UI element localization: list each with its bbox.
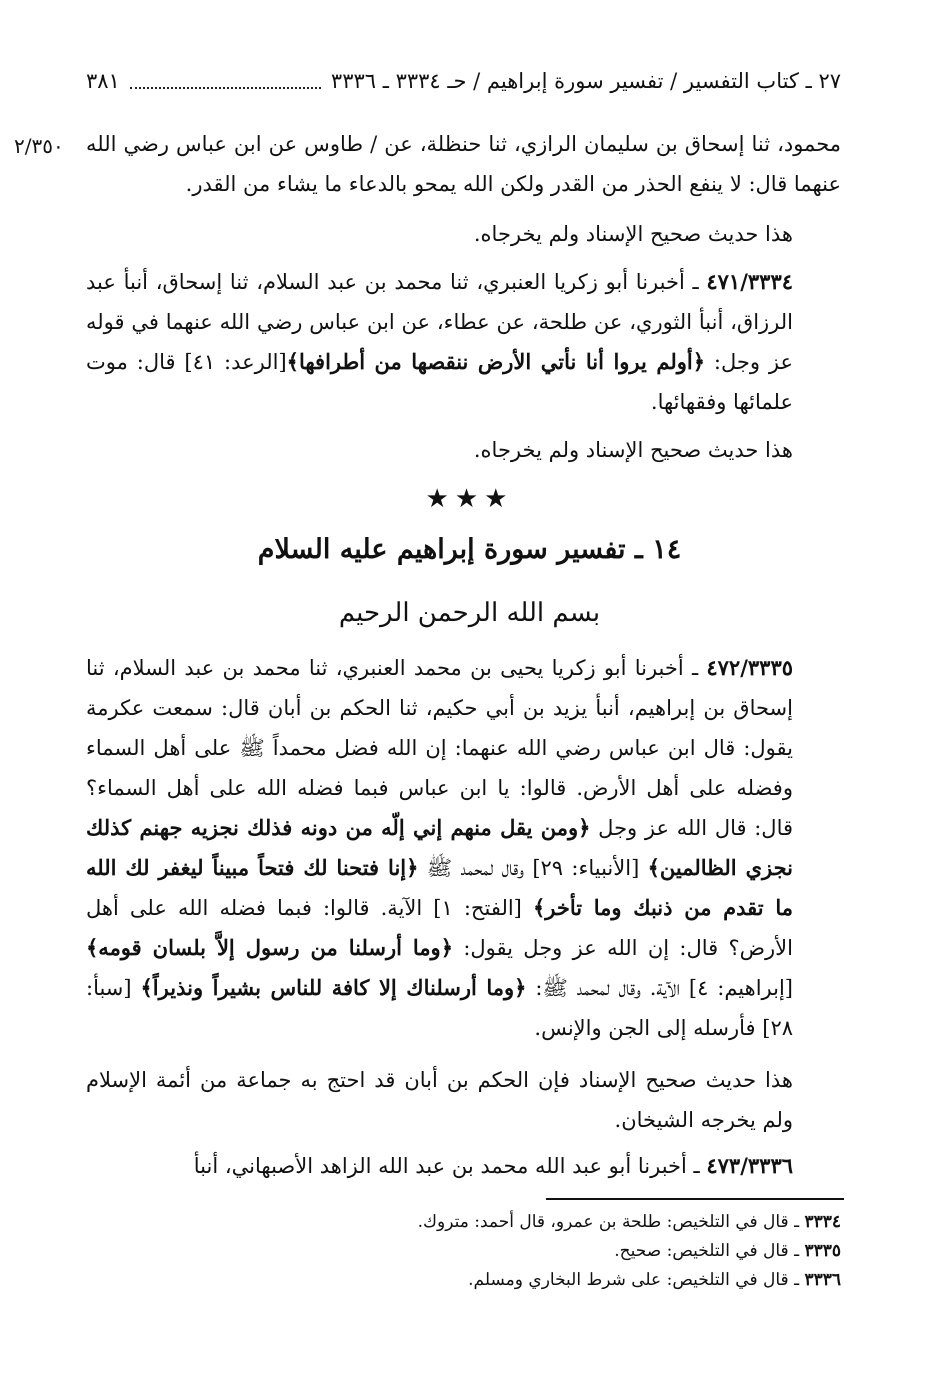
section-heading: ١٤ ـ تفسير سورة إبراهيم عليه السلام	[257, 534, 682, 565]
margin-reference: ٢/٣٥٠	[14, 134, 64, 158]
hadith-3334	[86, 262, 841, 422]
footnote-number: ٣٣٣٤	[804, 1212, 841, 1232]
footnote-text: ـ قال في التلخيص: صحيح.	[614, 1241, 805, 1261]
footnote-text: ـ قال في التلخيص: على شرط البخاري ومسلم.	[468, 1270, 805, 1290]
hadith-3335-verse-2: ﴿إنا فتحنا لك فتحاً مبيناً ليغفر لك الله ما تقدم من ذنبك وما تأخر﴾	[86, 855, 793, 920]
header-dot-leader	[130, 73, 321, 89]
footnote	[86, 1208, 841, 1237]
footnote-number: ٣٣٣٦	[804, 1270, 841, 1290]
verdict-2	[86, 430, 841, 470]
hadith-3334-verse: ﴿أولم يروا أنا نأتي الأرض ننقصها من أطرافها﴾	[286, 349, 706, 374]
hadith-3335-verse-1: ﴿ومن يقل منهم إني إلّه من دونه فذلك نجزيه جهنم كذلك نجزي الظالمين﴾	[86, 815, 793, 880]
hadith-3336-number: ٤٧٣/٣٣٣٦	[706, 1153, 793, 1178]
hadith-3335-text-2: [الأنبياء: ٢٩] وقال لمحمد ﷺ	[418, 856, 648, 880]
basmala: بسم الله الرحمن الرحيم	[338, 598, 601, 628]
star-separator: ★★★	[425, 484, 514, 514]
page-number: ٣٨١	[86, 69, 120, 93]
hadith-3334-number: ٤٧١/٣٣٣٤	[706, 269, 793, 294]
hadith-3335-verse-3: ﴿وما أرسلنا من رسول إلاَّ بلسان قومه﴾	[86, 935, 454, 960]
footnote-text: ـ قال في التلخيص: طلحة بن عمرو، قال أحمد: متروك.	[417, 1212, 805, 1232]
hadith-3335	[86, 648, 841, 1048]
hadith-3335-text-3: [الفتح: ١] الآية. قالوا: فبما فضله الله على أهل الأرض؟ قال: إن الله عز وجل يقول:	[86, 896, 793, 960]
paragraph-continuation	[86, 124, 841, 204]
footnote-rule	[546, 1198, 844, 1200]
running-header	[86, 64, 841, 98]
footnote	[86, 1237, 841, 1266]
footnotes	[86, 1208, 841, 1295]
verdict-3	[86, 1060, 841, 1140]
verdict-1-text: هذا حديث صحيح الإسناد ولم يخرجاه.	[473, 222, 793, 246]
hadith-3336	[86, 1146, 841, 1186]
hadith-3335-number: ٤٧٢/٣٣٣٥	[706, 655, 793, 680]
hadith-3336-text: ـ أخبرنا أبو عبد الله محمد بن عبد الله الزاهد الأصبهاني، أنبأ	[193, 1154, 707, 1178]
hadith-3335-text-5: [سبأ: ٢٨] فأرسله إلى الجن والإنس.	[86, 976, 793, 1040]
hadith-3335-text-4: [إبراهيم: ٤] الآية. وقال لمحمد ﷺ:	[526, 976, 793, 1000]
hadith-3335-paragraph	[86, 648, 841, 1048]
hadith-3336-paragraph	[86, 1146, 841, 1186]
header-title: ٢٧ ـ كتاب التفسير / تفسير سورة إبراهيم / حـ ٣٣٣٤ ـ ٣٣٣٦	[330, 69, 841, 93]
continuation-text: محمود، ثنا إسحاق بن سليمان الرازي، ثنا حنظلة، عن / طاوس عن ابن عباس رضي الله عنهما قال: لا ينفع الحذر من القدر ولكن الله يمحو بالدعاء ما يشاء من القدر.	[86, 132, 841, 196]
hadith-3334-paragraph	[86, 262, 841, 422]
hadith-3334-text-b: [الرعد: ٤١] قال: موت علمائها وفقهائها.	[86, 350, 793, 414]
footnote	[86, 1266, 841, 1295]
verdict-3-text: هذا حديث صحيح الإسناد فإن الحكم بن أبان قد احتج به جماعة من أئمة الإسلام ولم يخرجه الشيخان.	[86, 1068, 793, 1132]
verdict-1	[86, 214, 841, 254]
verdict-2-text: هذا حديث صحيح الإسناد ولم يخرجاه.	[473, 438, 793, 462]
footnote-number: ٣٣٣٥	[804, 1241, 841, 1261]
hadith-3335-verse-4: ﴿وما أرسلناك إلا كافة للناس بشيراً ونذيراً﴾	[140, 975, 527, 1000]
hadith-3335-text-1: ـ أخبرنا أبو زكريا يحيى بن محمد العنبري، ثنا محمد بن عبد السلام، ثنا إسحاق بن إبراهيم، أنبأ يزيد بن أبي حكيم، ثنا الحكم بن أبان قال: سمعت عكرمة يقول: قال ابن عباس رضي الله عنهما: إن الله فضل محمداً ﷺ على أهل السماء وفضله على أهل الأرض. قالوا: يا ابن عباس فبما فضله الله على أهل السماء؟ قال: قال الله عز وجل	[86, 656, 794, 840]
hadith-3334-text-a: ـ أخبرنا أبو زكريا العنبري، ثنا محمد بن عبد السلام، ثنا إسحاق، أنبأ عبد الرزاق، أنبأ الثوري، عن طلحة، عن عطاء، عن ابن عباس رضي الله عنهما في قوله عز وجل:	[86, 270, 793, 374]
